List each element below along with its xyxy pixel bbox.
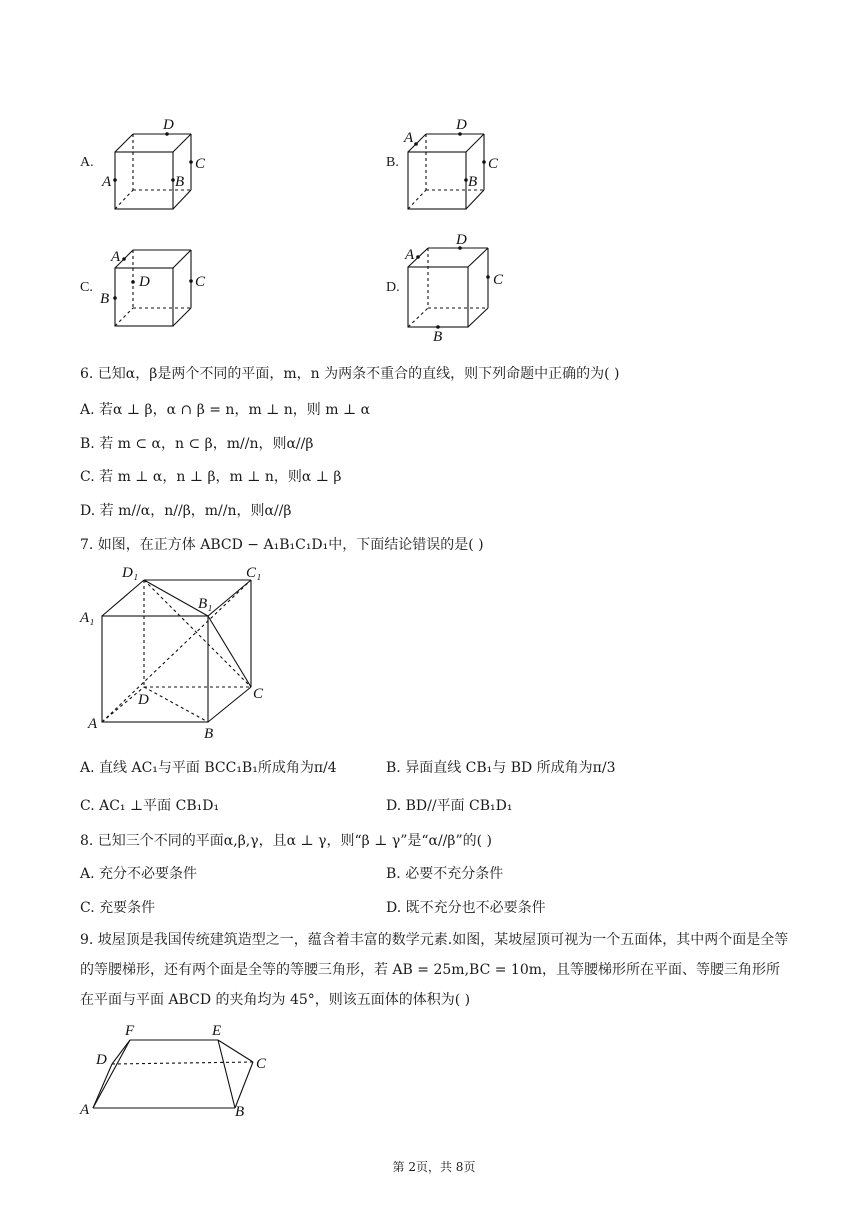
question-6-option-b: B. 若 m ⊂ α，n ⊂ β，m//n，则α//β xyxy=(80,436,314,452)
cube-figure-option-d xyxy=(398,232,528,344)
label-d: D xyxy=(456,117,467,133)
label-d: D xyxy=(456,232,467,248)
label-e: E xyxy=(212,1023,222,1039)
label-c: C xyxy=(253,686,264,702)
label-a: A xyxy=(88,716,98,732)
label-c1: C₁ xyxy=(246,565,262,581)
question-7-stem: 7. 如图，在正方体 ABCD − A₁B₁C₁D₁中，下面结论错误的是( ) xyxy=(80,537,484,553)
cube-figure-option-a xyxy=(95,112,225,217)
label-d1: D₁ xyxy=(122,565,139,581)
label-a1: A₁ xyxy=(80,610,95,626)
label-c: C xyxy=(488,156,499,172)
label-b: B xyxy=(175,174,185,190)
label-a: A xyxy=(111,249,121,265)
cube-figure-q7 xyxy=(78,560,278,740)
cube-figure-option-b xyxy=(398,112,528,217)
label-a: A xyxy=(404,130,414,146)
label-b: B xyxy=(235,1104,245,1118)
label-a: A xyxy=(80,1102,90,1118)
question-8-option-a: A. 充分不必要条件 xyxy=(80,866,198,882)
label-b: B xyxy=(468,174,478,190)
label-b: B xyxy=(204,726,214,740)
option-letter-d: D. xyxy=(386,280,400,295)
question-7-option-d: D. BD//平面 CB₁D₁ xyxy=(386,798,513,814)
question-7-option-c: C. AC₁ ⊥平面 CB₁D₁ xyxy=(80,798,220,814)
label-f: F xyxy=(125,1023,135,1039)
label-b: B xyxy=(100,291,110,307)
question-6-option-a: A. 若α ⊥ β，α ∩ β = n，m ⊥ n，则 m ⊥ α xyxy=(80,402,371,418)
question-8-stem: 8. 已知三个不同的平面α,β,γ，且α ⊥ γ，则“β ⊥ γ”是“α//β”的( ) xyxy=(80,833,493,849)
label-d: D xyxy=(96,1052,107,1068)
question-6-option-d: D. 若 m//α，n//β，m//n，则α//β xyxy=(80,503,292,519)
question-6-option-c: C. 若 m ⊥ α，n ⊥ β，m ⊥ n，则α ⊥ β xyxy=(80,469,342,485)
label-b1: B₁ xyxy=(198,596,213,612)
question-7-option-b: B. 异面直线 CB₁与 BD 所成角为π/3 xyxy=(386,760,616,776)
option-letter-a: A. xyxy=(80,155,94,170)
question-8-option-d: D. 既不充分也不必要条件 xyxy=(386,900,546,916)
label-c: C xyxy=(493,272,504,288)
page-footer: 第 2页，共 8页 xyxy=(392,1160,476,1174)
cube-figure-option-c xyxy=(95,238,225,343)
question-7-option-a: A. 直线 AC₁与平面 BCC₁B₁所成角为π/4 xyxy=(80,760,337,776)
option-letter-b: B. xyxy=(386,155,399,170)
label-c: C xyxy=(195,156,206,172)
label-d: D xyxy=(139,274,150,290)
question-8-option-b: B. 必要不充分条件 xyxy=(386,866,504,882)
roof-figure-q9 xyxy=(78,1018,278,1118)
label-d: D xyxy=(163,117,174,133)
question-6-stem: 6. 已知α，β是两个不同的平面，m，n 为两条不重合的直线，则下列命题中正确的为( ) xyxy=(80,366,620,382)
label-b: B xyxy=(433,329,443,344)
question-9-stem: 9. 坡屋顶是我国传统建筑造型之一，蕴含着丰富的数学元素.如图，某坡屋顶可视为一个五面体，其中两个面是全等的等腰梯形，还有两个面是全等的等腰三角形，若 AB = 25m,BC = 10m，且等腰梯形所在平面、等腰三角形所在平面与平面 ABCD 的夹角均为 45°，则该五面体的体积为( ) xyxy=(80,932,789,1008)
label-c: C xyxy=(195,274,206,290)
label-a: A xyxy=(405,247,415,263)
label-a: A xyxy=(102,174,112,190)
label-c: C xyxy=(256,1056,267,1072)
label-d: D xyxy=(138,692,149,708)
question-8-option-c: C. 充要条件 xyxy=(80,900,156,916)
option-letter-c: C. xyxy=(80,280,93,295)
